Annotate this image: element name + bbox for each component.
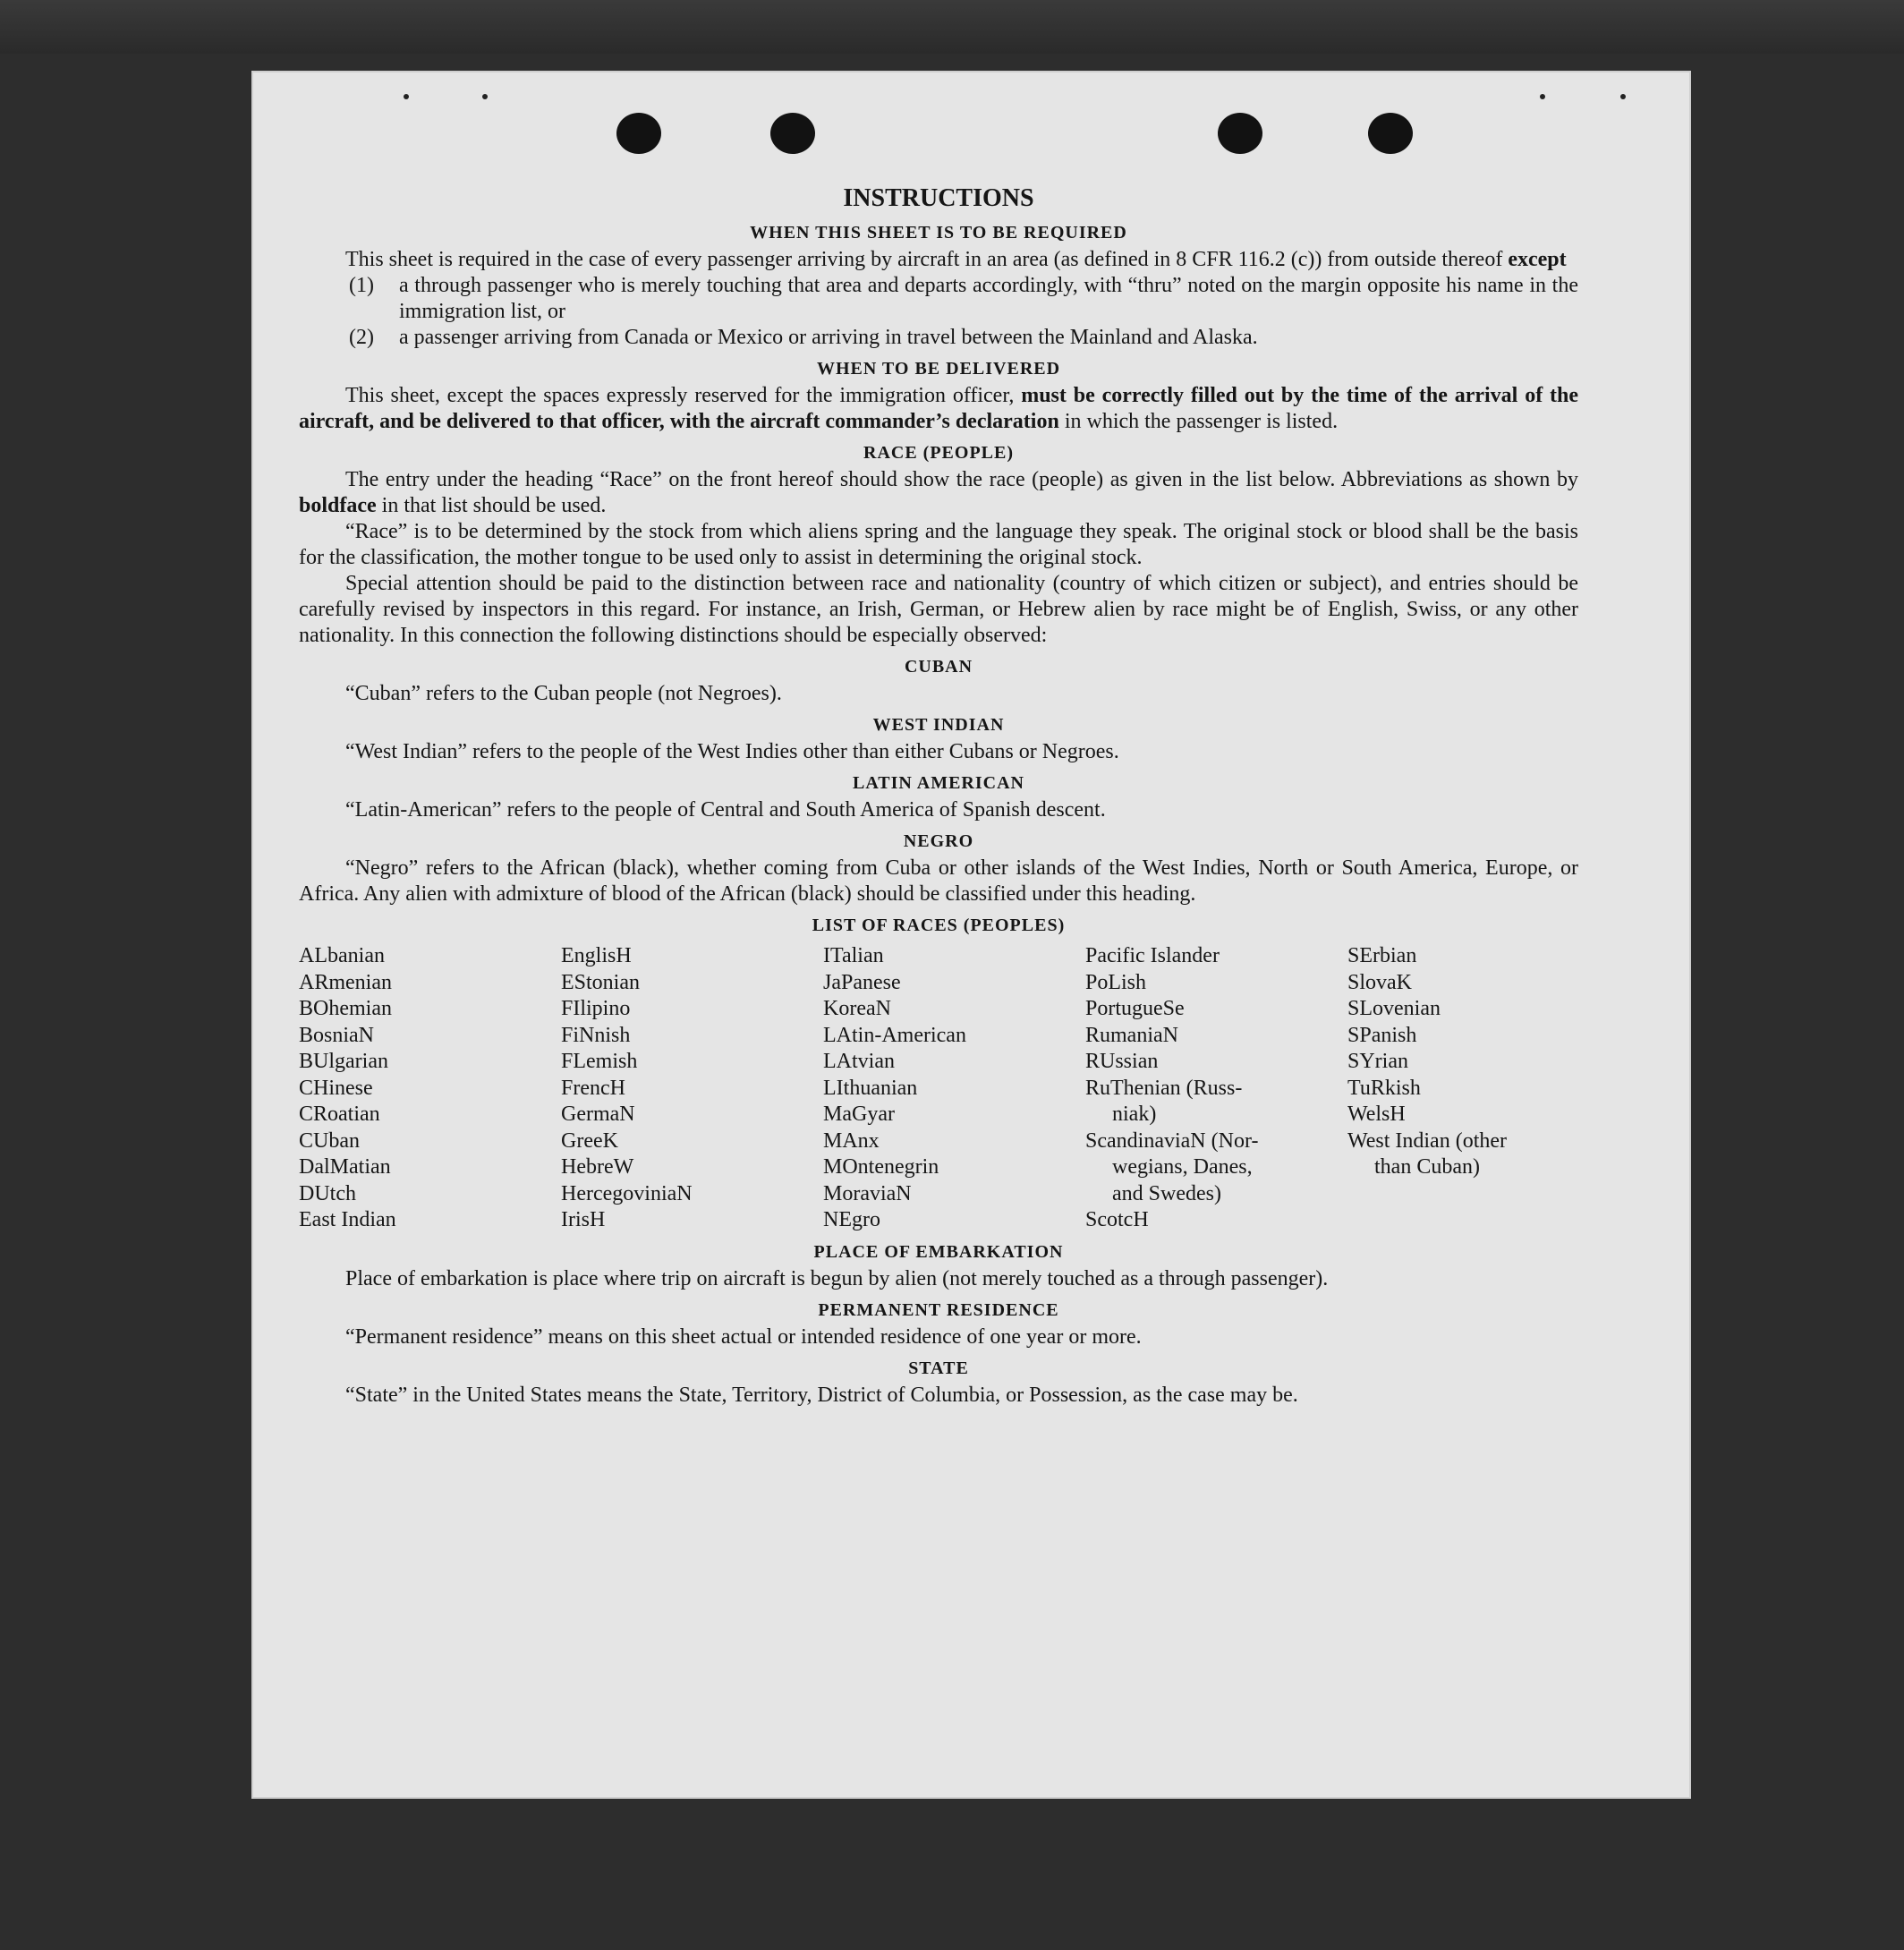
punch-hole [1218,113,1262,154]
section-heading: WEST INDIAN [872,715,1005,735]
race-entry: CRoatian [299,1103,380,1126]
race-entry: MaGyar [823,1103,895,1126]
section-heading: STATE [908,1358,969,1378]
race-entry: TuRkish [1347,1076,1421,1100]
paragraph: “West Indian” refers to the people of the West Indies other than either Cubans or Negroes. [345,740,1119,763]
race-entry: SYrian [1347,1050,1408,1073]
race-entry: LAtvian [823,1050,895,1073]
race-entry: EStonian [561,970,640,994]
text: This sheet is required in the case of every passenger arriving by aircraft in an area (as defined in 8 CFR 116.2 (c)) from outside thereof [345,248,1503,271]
section-heading: LATIN AMERICAN [853,773,1024,793]
document-page [251,71,1691,1799]
bold-text: except [1508,248,1567,271]
race-entry: ScandinaviaN (Nor- [1085,1128,1259,1153]
scan-speck [1620,94,1626,99]
race-entry-continuation: niak) [1112,1103,1157,1126]
race-entry: West Indian (other [1347,1128,1508,1153]
race-entry-continuation: and Swedes) [1112,1181,1221,1205]
bold-text: boldface [299,494,377,517]
section-heading: WHEN THIS SHEET IS TO BE REQUIRED [750,223,1127,243]
race-entry: FIlipino [561,997,631,1020]
scan-speck [1540,94,1545,99]
race-entry: RumaniaN [1085,1023,1178,1047]
paragraph: “Permanent residence” means on this sheet actual or intended residence of one year or more. [345,1324,1142,1349]
race-entry: LIthuanian [823,1076,918,1100]
punch-hole [1368,113,1413,154]
race-entry: ARmenian [299,970,392,994]
paragraph [299,467,1578,519]
race-entry: ALbanian [299,944,385,967]
section-heading: PERMANENT RESIDENCE [818,1299,1059,1320]
paragraph: Special attention should be paid to the distinction between race and nationality (country of which citizen or subject), and entries should be carefully revised by inspectors in this regard. For instance, an Irish, German, or Hebrew alien by race might be of English, Swiss, or any other nationality. In this connection the following distinctions should be especially observed: [299,572,1578,647]
race-entry: MOntenegrin [823,1155,939,1179]
scan-speck [404,94,409,99]
race-entry: JaPanese [823,970,901,994]
item-text: a through passenger who is merely touching that area and departs accordingly, with “thru” noted on the margin opposite his name in the immigration list, or [399,274,1578,323]
item-number: (2) [349,326,374,349]
section-heading: RACE (PEOPLE) [863,443,1014,463]
paragraph: Place of embarkation is place where trip on aircraft is begun by alien (not merely touched as a through passenger). [345,1266,1329,1290]
paragraph: “Race” is to be determined by the stock from which aliens spring and the language they speak. The original stock or blood shall be the basis for the classification, the mother tongue to be used only to assist in determining the original stock. [299,520,1578,569]
race-entry: CHinese [299,1076,373,1100]
race-entry: SPanish [1347,1023,1417,1047]
punch-hole [770,113,815,154]
list-item [349,273,1578,325]
race-entry: DUtch [299,1181,356,1205]
section-heading: NEGRO [903,831,974,851]
race-entry-continuation: than Cuban) [1374,1155,1480,1179]
race-entry: FiNnish [561,1023,631,1047]
text: in which the passenger is listed. [1064,410,1339,433]
race-entry: SlovaK [1347,970,1412,994]
races-list [299,943,1578,1234]
race-entry: EnglisH [561,944,632,967]
races-column [1347,943,1580,1234]
race-entry: WelsH [1347,1103,1406,1126]
bold-text: must be correctly filled out by the time of the arrival of the aircraft, and be delivered to that officer, with the aircraft commander’s declaration [299,384,1579,433]
instructions-content [299,183,1578,1409]
race-entry: IrisH [561,1208,606,1231]
race-entry: BosniaN [299,1023,374,1047]
race-entry: SLovenian [1347,997,1441,1020]
paragraph [299,247,1578,273]
race-entry: PoLish [1085,970,1147,994]
paragraph: “State” in the United States means the State, Territory, District of Columbia, or Possession, as the case may be. [345,1383,1298,1407]
race-entry: FLemish [561,1050,638,1073]
race-entry: NEgro [823,1208,880,1231]
paragraph [299,383,1578,435]
paragraph: “Latin-American” refers to the people of Central and South America of Spanish descent. [345,798,1106,822]
race-entry: BUlgarian [299,1050,388,1073]
race-entry: ScotcH [1085,1208,1149,1231]
section-heading: WHEN TO BE DELIVERED [816,359,1061,379]
races-column [1085,943,1347,1234]
text: in that list should be used. [381,494,607,517]
paragraph: “Cuban” refers to the Cuban people (not Negroes). [345,682,782,705]
race-entry: GreeK [561,1128,618,1153]
section-heading: LIST OF RACES (PEOPLES) [812,915,1066,935]
race-entry: RUssian [1085,1050,1159,1073]
race-entry: KoreaN [823,997,891,1020]
race-entry: CUban [299,1128,360,1153]
races-column [561,943,823,1234]
race-entry: RuThenian (Russ- [1085,1076,1243,1100]
race-entry: GermaN [561,1103,635,1126]
races-column [823,943,1085,1234]
race-entry: MAnx [823,1128,880,1153]
item-text: a passenger arriving from Canada or Mexico or arriving in travel between the Mainland and Alaska. [399,326,1258,349]
scan-speck [482,94,488,99]
race-entry: East Indian [299,1208,396,1231]
race-entry: LAtin-American [823,1023,966,1047]
race-entry: HebreW [561,1155,634,1179]
race-entry-continuation: wegians, Danes, [1112,1155,1253,1179]
text: This sheet, except the spaces expressly reserved for the immigration officer, [345,384,1015,407]
section-heading: CUBAN [904,657,973,677]
race-entry: MoraviaN [823,1181,912,1205]
paragraph: “Negro” refers to the African (black), whether coming from Cuba or other islands of the West Indies, North or South America, Europe, or Africa. Any alien with admixture of blood of the African (black) should be classified under this heading. [299,856,1578,906]
race-entry: HercegoviniaN [561,1181,693,1205]
race-entry: DalMatian [299,1155,391,1179]
scan-background [0,0,1904,54]
race-entry: SErbian [1347,944,1417,967]
race-entry: PortugueSe [1085,997,1185,1020]
race-entry: FrencH [561,1076,625,1100]
race-entry: BOhemian [299,997,392,1020]
text: The entry under the heading “Race” on the front hereof should show the race (people) as given in the list below. Abbreviations as shown by [345,468,1578,491]
race-entry: Pacific Islander [1085,944,1220,967]
section-heading: PLACE OF EMBARKATION [813,1241,1064,1262]
race-entry: ITalian [823,944,884,967]
list-item [349,325,1578,351]
item-number: (1) [349,274,374,297]
races-column [299,943,561,1234]
punch-hole [616,113,661,154]
page-title: INSTRUCTIONS [843,184,1034,212]
